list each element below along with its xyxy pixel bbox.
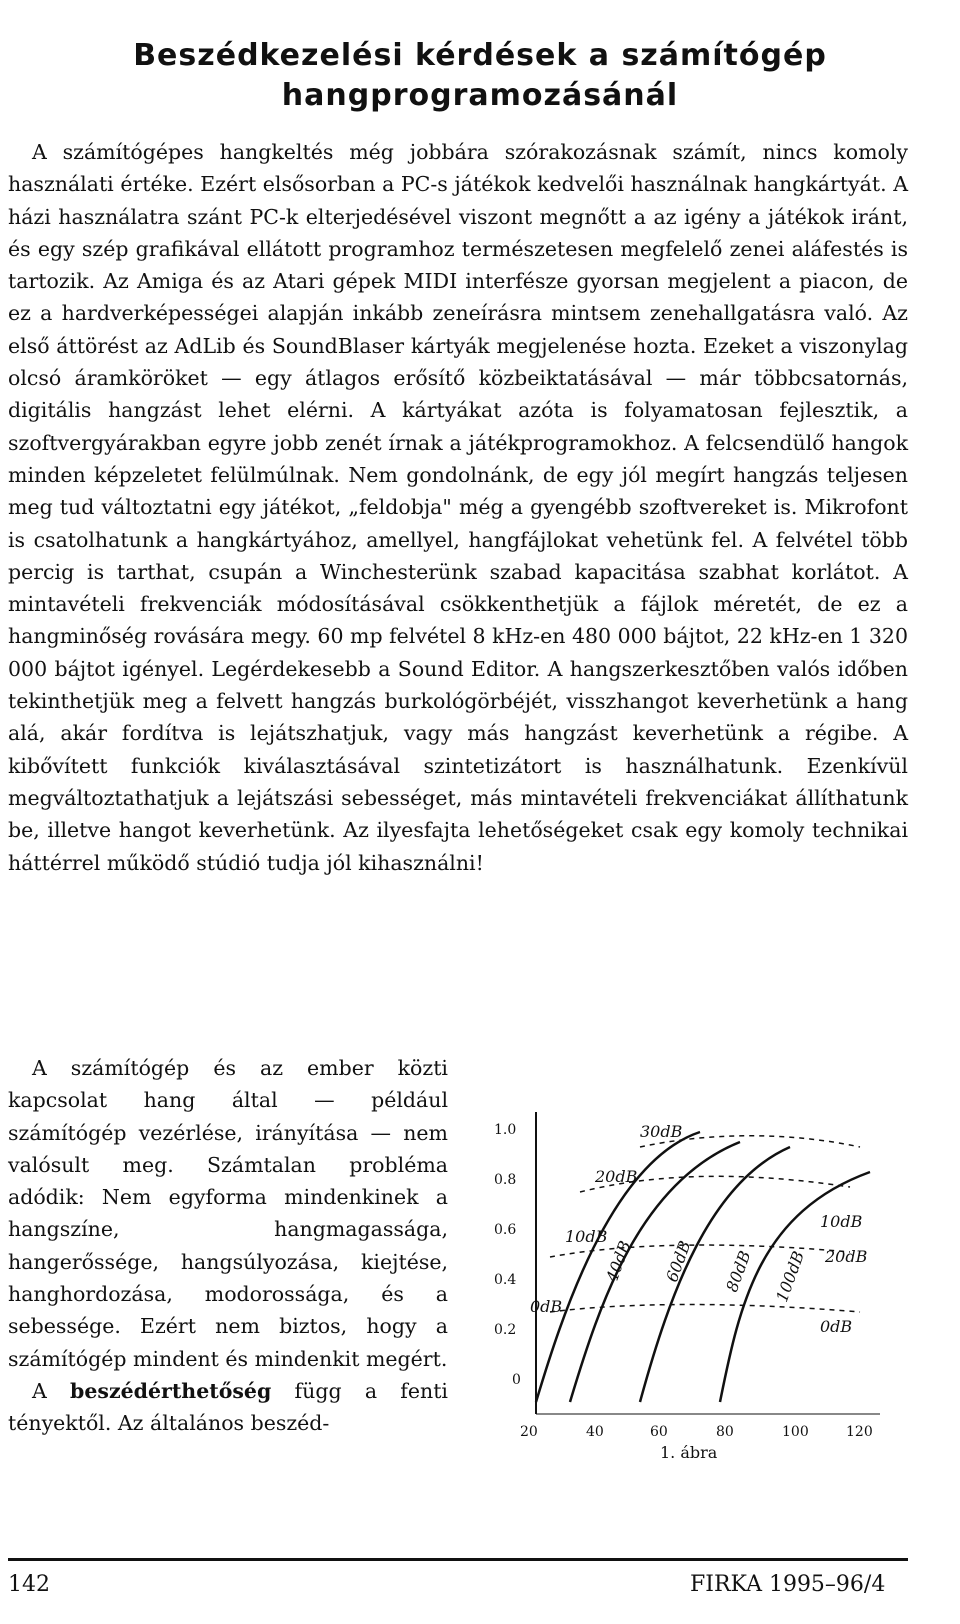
x-tick-label: 80 <box>716 1424 734 1440</box>
y-tick-label: 0.4 <box>494 1272 517 1288</box>
article-title-line-2: hangprogramozásánál <box>281 78 679 113</box>
figure-1 <box>490 1102 890 1482</box>
y-tick-label: 0.2 <box>494 1322 517 1338</box>
y-tick-label: 1.0 <box>494 1122 517 1138</box>
curve-label: 10dB <box>820 1212 863 1231</box>
bold-term: beszédérthetőség <box>70 1378 272 1403</box>
x-tick-label: 60 <box>650 1424 668 1440</box>
left-paragraph-2 <box>8 1375 448 1440</box>
left-column <box>8 1052 448 1440</box>
page-number: 142 <box>8 1572 50 1597</box>
footer-rule <box>8 1558 908 1561</box>
article-title-line-1: Beszédkezelési kérdések a számítógép <box>133 38 827 73</box>
left-paragraph-2-start: A <box>32 1378 71 1403</box>
curve-label: 60dB <box>662 1238 695 1285</box>
x-tick-label: 20 <box>520 1424 538 1440</box>
journal-issue: FIRKA 1995–96/4 <box>690 1572 886 1597</box>
left-paragraph-1: A számítógép és az ember közti kapcsolat hang által — például számítógép vezérlése, irányítása — nem valósult meg. Számtalan probléma adódik: Nem egyforma mindenkinek a hangszíne, hangmagassága, hangerőssége, hangsúlyozása, kiejtése, hanghordozása, modorossága, és a sebessége. Ezért nem biztos, hogy a számítógép mindent és mindenkit megért. <box>8 1056 448 1371</box>
curve-label: 0dB <box>530 1297 563 1316</box>
x-tick-label: 120 <box>846 1424 873 1440</box>
curve-label: 20dB <box>825 1247 868 1266</box>
article-title <box>0 36 960 116</box>
y-tick-label: 0.8 <box>494 1172 517 1188</box>
y-tick-label: 0.6 <box>494 1222 517 1238</box>
curve-label: 100dB <box>772 1248 809 1305</box>
contour-line <box>550 1305 860 1313</box>
x-tick-label: 100 <box>782 1424 809 1440</box>
left-paragraph-2-end: függ a fenti tényektől. Az általános beszéd- <box>8 1378 448 1436</box>
curve-label: 30dB <box>640 1122 683 1141</box>
figure-caption: 1. ábra <box>660 1443 718 1462</box>
curve-label: 20dB <box>595 1167 638 1186</box>
curve-label: 10dB <box>565 1227 608 1246</box>
curve-label: 80dB <box>722 1248 755 1295</box>
body-paragraph: A számítógépes hangkeltés még jobbára szórakozásnak számít, nincs komoly használati értéke. Ezért elsősorban a PC-s játékok kedvelői használnak hangkártyát. A házi használatra szánt PC-k elterjedésével viszont megnőtt a az igény a játékok iránt, és egy szép grafikával ellátott programhoz természetesen megfelelő zenei aláfestés is tartozik. Az Amiga és az Atari gépek MIDI interfésze gyorsan megjelent a piacon, de ez a hardverképességei alapján inkább zeneírásra mintsem zenehallgatásra való. Az első áttörést az AdLib és SoundBlaser kártyák megjelenése hozta. Ezeket a viszonylag olcsó áramköröket — egy átlagos erősítő közbeiktatásával — már többcsatornás, digitális hangzást lehet elérni. A kártyákat azóta is folyamatosan fejlesztik, a szoftvergyárakban egyre jobb zenét írnak a játékprogramokhoz. A felcsendülő hangok minden képzeletet felülmúlnak. Nem gondolnánk, de egy jól megírt hangzás teljesen meg tud változtatni egy játékot, „feldobja" még a gyengébb szoftvereket is. Mikrofont is csatolhatunk a hangkártyához, amellyel, hangfájlokat vehetünk fel. A felvétel több percig is tarthat, csupán a Winchesterünk szabad kapacitása szabhat korlátot. A mintavételi frekvenciák módosításával csökkenthetjük a fájlok méretét, de ez a hangminőség rovására megy. 60 mp felvétel 8 kHz-en 480 000 bájtot, 22 kHz-en 1 320 000 bájtot igényel. Legérdekesebb a Sound Editor. A hangszerkesztőben valós időben tekinthetjük meg a felvett hangzás burkológörbéjét, visszhangot keverhetünk a hang alá, akár fordítva is lejátszhatjuk, vagy más hangzást keverhetünk a régibe. A kibővített funkciók kiválasztásával szintetizátort is használhatunk. Ezenkívül megváltoztathatjuk a lejátszási sebességet, más mintavételi frekvenciákat állíthatunk be, illetve hangot keverhetünk. Az ilyesfajta lehetőségeket csak egy komoly technikai háttérrel működő stúdió tudja jól kihasználni! <box>8 140 908 875</box>
y-tick-label: 0 <box>512 1372 521 1388</box>
x-tick-label: 40 <box>586 1424 604 1440</box>
curve-label: 0dB <box>820 1317 853 1336</box>
article-body <box>8 136 908 879</box>
curve-label: 40dB <box>602 1238 635 1285</box>
